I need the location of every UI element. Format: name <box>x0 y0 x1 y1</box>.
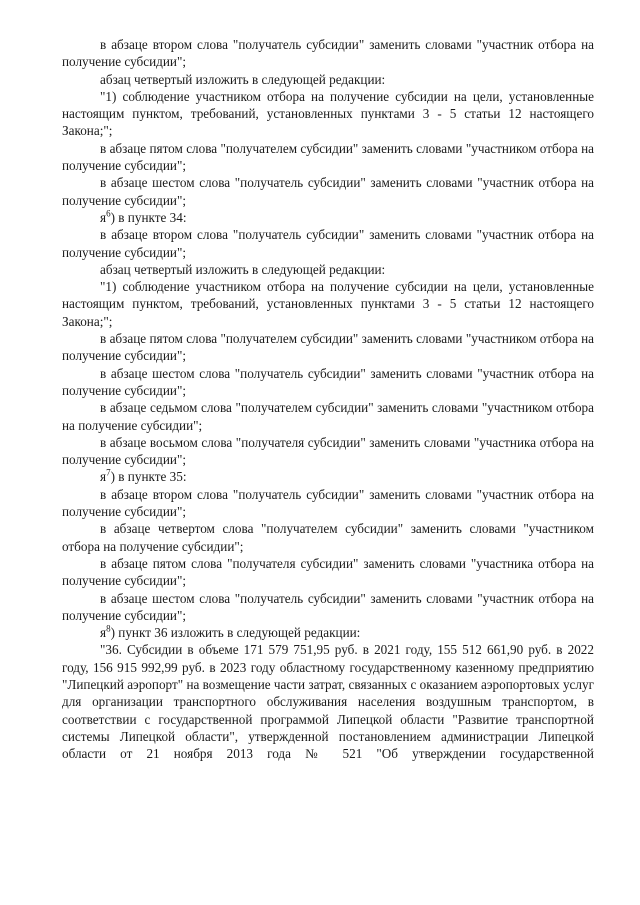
paragraph-15: в абзаце втором слова "получатель субсидии" заменить словами "участник отбора на получение субсидии"; <box>62 486 594 520</box>
paragraph-10: в абзаце пятом слова "получателем субсидии" заменить словами "участником отбора на получение субсидии"; <box>62 331 594 364</box>
paragraph-7: в абзаце втором слова "получатель субсидии" заменить словами "участник отбора на получение субсидии"; <box>62 227 594 260</box>
paragraph-18: в абзаце шестом слова "получатель субсидии" заменить словами "участник отбора на получение субсидии"; <box>62 590 594 623</box>
paragraph-4: в абзаце пятом слова "получателем субсидии" заменить словами "участником отбора на получение субсидии"; <box>62 140 594 174</box>
paragraph-1: в абзаце втором слова "получатель субсидии" заменить словами "участник отбора на получение субсидии"; <box>62 37 594 70</box>
paragraph-13: в абзаце восьмом слова "получателя субсидии" заменить словами "участника отбора на получение субсидии"; <box>62 434 594 468</box>
list-item-ya8 <box>62 624 594 641</box>
paragraph-20: "36. Субсидии в объеме 171 579 751,95 руб. в 2021 году, 155 512 661,90 руб. в 2022 году, 156 915 992,99 руб. в 2023 году областному государственному казенному предприятию "Липецкий аэропорт" на возмещение части затрат, связанных с оказанием аэропортовых услуг для организации транспортного обслуживания населения воздушным транспортом, в соответствии с государственной программой Липецкой области "Развитие транспортной системы Липецкой области", утвержденной постановлением администрации Липецкой области от 21 ноября 2013 года № 521 "Об утверждении государственной <box>62 642 594 762</box>
paragraph-5: в абзаце шестом слова "получатель субсидии" заменить словами "участник отбора на получение субсидии"; <box>62 175 594 208</box>
list-item-ya6 <box>62 209 594 226</box>
item-superscript: 7 <box>106 468 111 479</box>
paragraph-9: "1) соблюдение участником отбора на получение субсидии на цели, установленные настоящим пунктом, требований, установленных пунктами 3 - 5 статьи 12 настоящего Закона;"; <box>62 279 594 329</box>
paragraph-8: абзац четвертый изложить в следующей редакции: <box>100 261 386 277</box>
item-superscript: 8 <box>106 623 111 634</box>
paragraph-17: в абзаце пятом слова "получателя субсидии" заменить словами "участника отбора на получение субсидии"; <box>62 555 594 589</box>
item-superscript: 6 <box>106 208 111 219</box>
item-text: ) пункт 36 изложить в следующей редакции: <box>110 625 361 641</box>
item-prefix: я <box>100 469 107 485</box>
item-text: ) в пункте 35: <box>110 469 187 485</box>
document-page <box>62 36 594 762</box>
item-prefix: я <box>100 625 107 641</box>
paragraph-12: в абзаце седьмом слова "получателем субсидии" заменить словами "участником отбора на получение субсидии"; <box>62 400 594 433</box>
list-item-ya7 <box>62 468 594 485</box>
item-prefix: я <box>100 209 107 225</box>
paragraph-2: абзац четвертый изложить в следующей редакции: <box>100 71 386 87</box>
item-text: ) в пункте 34: <box>110 209 187 225</box>
paragraph-3: "1) соблюдение участником отбора на получение субсидии на цели, установленные настоящим пунктом, требований, установленных пунктами 3 - 5 статьи 12 настоящего Закона;"; <box>62 88 594 139</box>
paragraph-16: в абзаце четвертом слова "получателем субсидии" заменить словами "участником отбора на получение субсидии"; <box>62 521 594 554</box>
paragraph-11: в абзаце шестом слова "получатель субсидии" заменить словами "участник отбора на получение субсидии"; <box>62 365 594 398</box>
